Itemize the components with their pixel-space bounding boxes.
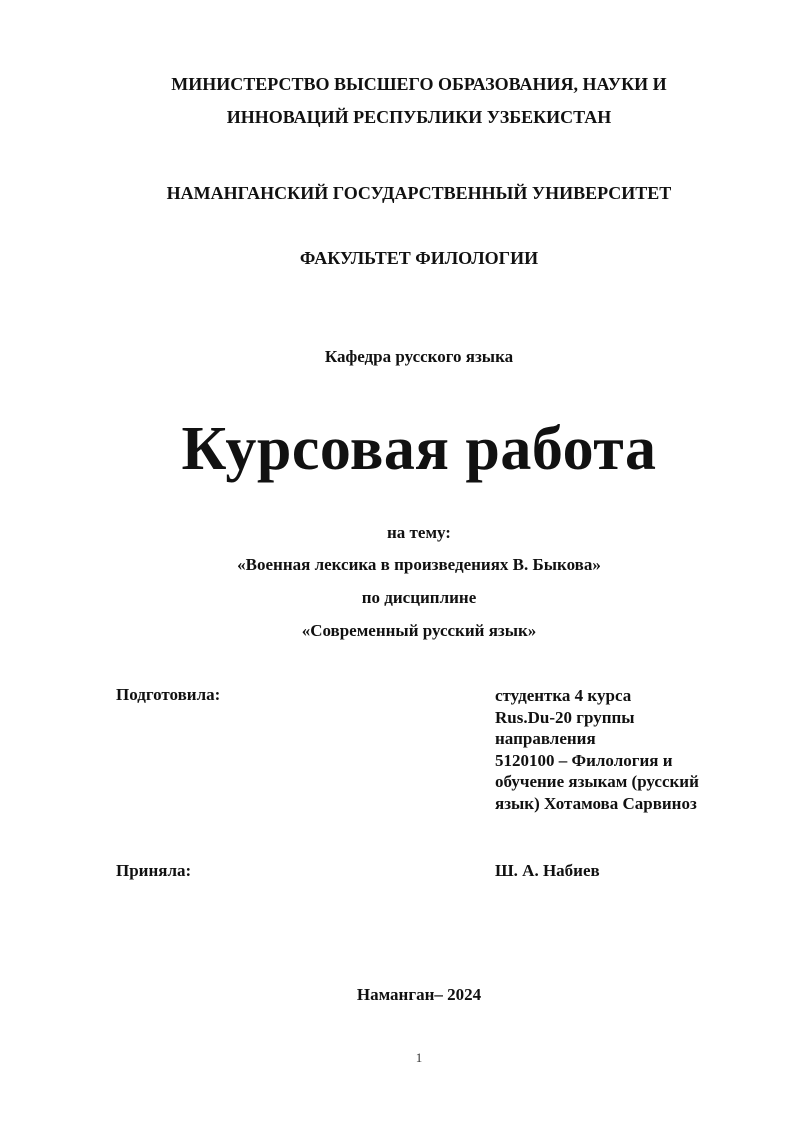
document-title: Курсовая работа: [181, 415, 657, 483]
city-year: Наманган– 2024: [356, 985, 482, 1004]
page-number: 1: [415, 1050, 423, 1065]
ministry-line-2: ИННОВАЦИЙ РЕСПУБЛИКИ УЗБЕКИСТАН: [226, 107, 612, 127]
ministry-line-1: МИНИСТЕРСТВО ВЫСШЕГО ОБРАЗОВАНИЯ, НАУКИ И: [171, 74, 667, 94]
university-name: НАМАНГАНСКИЙ ГОСУДАРСТВЕННЫЙ УНИВЕРСИТЕТ: [166, 183, 672, 203]
discipline-intro: по дисциплине: [361, 588, 477, 607]
topic-text: «Военная лексика в произведениях В. Быкова»: [237, 555, 601, 574]
faculty-name: ФАКУЛЬТЕТ ФИЛОЛОГИИ: [299, 248, 539, 268]
topic-intro: на тему:: [387, 523, 451, 542]
student-info-line: Rus.Du-20 группы: [495, 707, 635, 727]
student-info-line: язык) Хотамова Сарвиноз: [495, 793, 697, 813]
student-info-line: 5120100 – Филология и: [495, 750, 673, 770]
student-info-line: обучение языкам (русский: [495, 772, 699, 791]
student-info-block: [495, 685, 735, 814]
student-info-line: направления: [495, 729, 596, 748]
student-info-line: студентка 4 курса: [495, 686, 632, 705]
prepared-by-label: Подготовила:: [116, 685, 221, 704]
department-name: Кафедра русского языка: [324, 347, 514, 366]
discipline-name: «Современный русский язык»: [301, 621, 537, 640]
supervisor-name: Ш. А. Набиев: [495, 861, 600, 880]
accepted-by-label: Приняла:: [116, 861, 192, 880]
